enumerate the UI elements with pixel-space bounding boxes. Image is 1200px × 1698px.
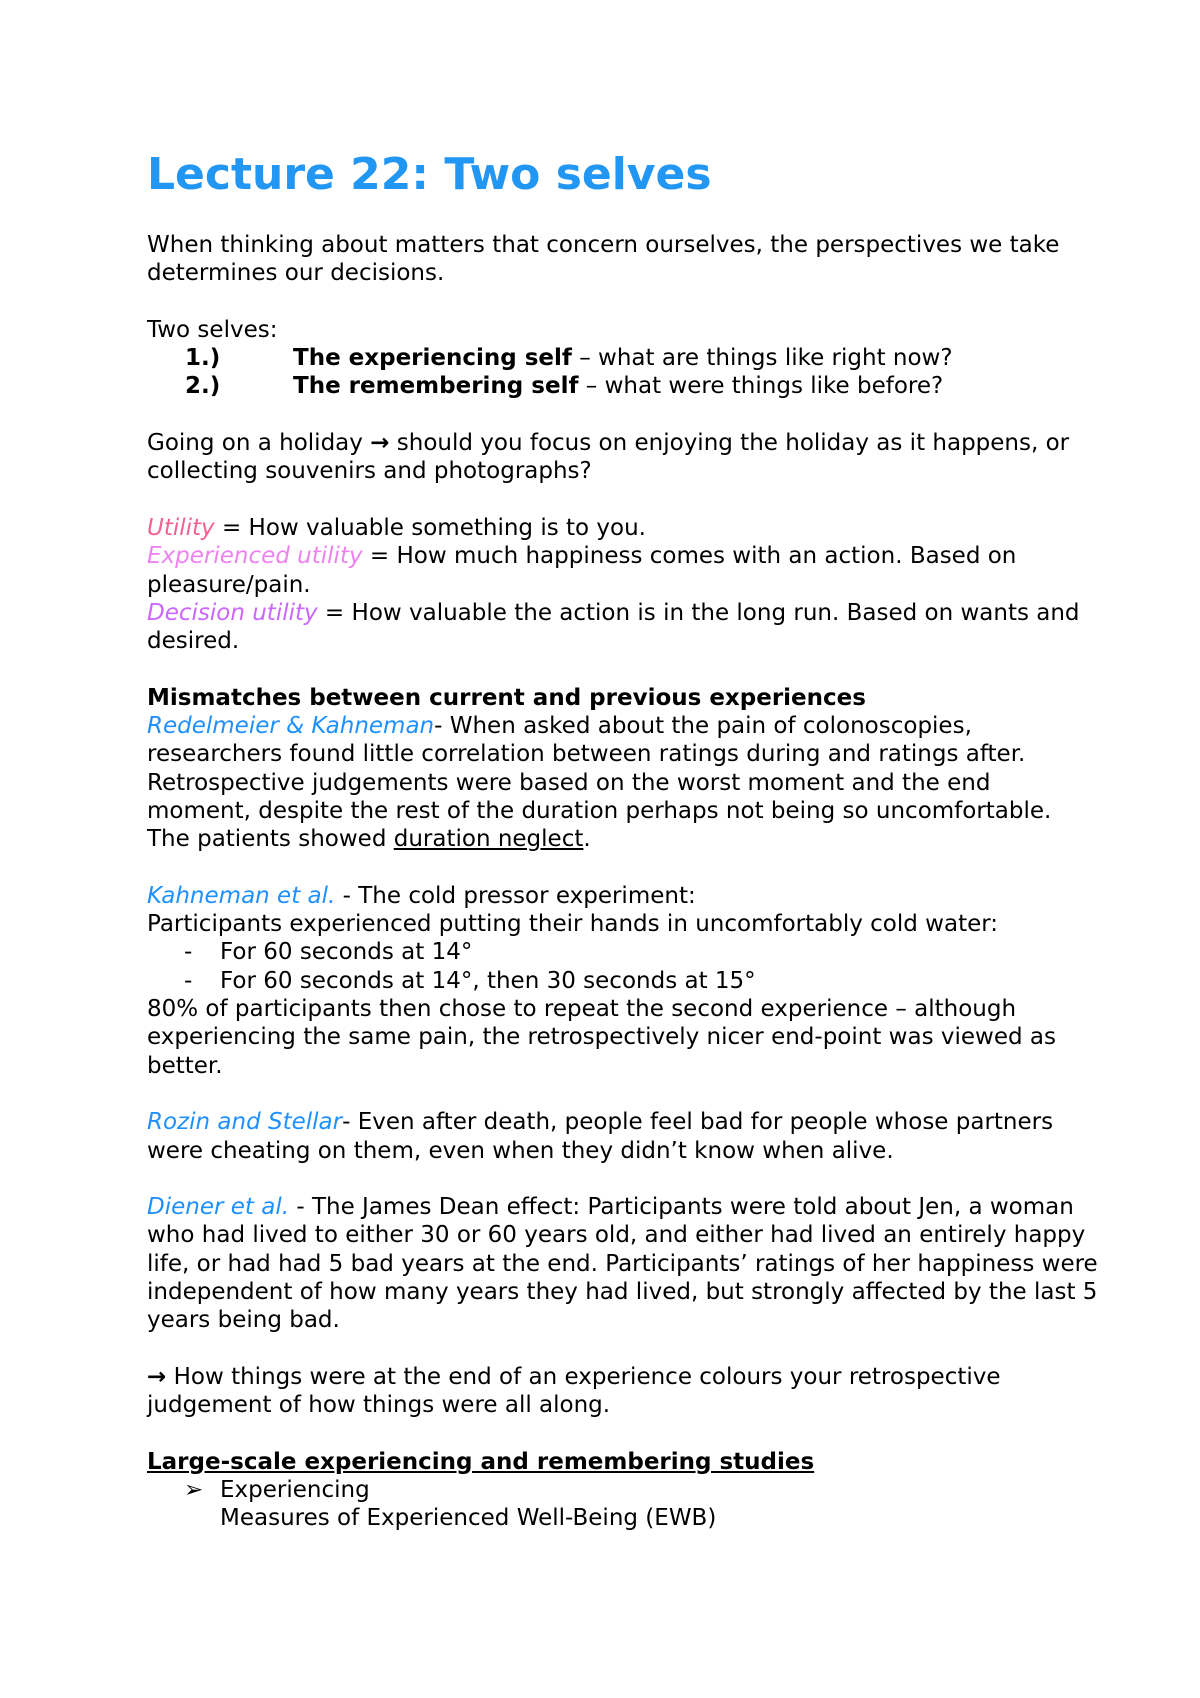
diener-paragraph: Diener et al. - The James Dean effect: Participants were told about Jen, a woman who had lived to either 30 or 60 years old, and either had lived an entirely happy life, or had had 5 bad years at the end. Participants’ ratings of her happiness were independent of how many years they had lived, but strongly affected by the last 5 years being bad. xyxy=(147,1194,1098,1334)
conclusion-paragraph: → How things were at the end of an experience colours your retrospective judgement of how things were all along. xyxy=(147,1363,1001,1419)
citation: Diener et al. xyxy=(147,1194,290,1221)
section-heading-mismatches: Mismatches between current and previous experiences xyxy=(147,684,866,711)
arrow-right-icon: → xyxy=(370,430,390,457)
page-title: Lecture 22: Two selves xyxy=(147,149,712,200)
arrowhead-bullet-icon: ➢ xyxy=(184,1477,204,1504)
definition-term: Experienced utility xyxy=(147,543,363,570)
citation: Kahneman et al. xyxy=(147,882,336,909)
definition-term: Decision utility xyxy=(147,599,318,626)
ewb-line: Measures of Experienced Well-Being (EWB) xyxy=(220,1505,717,1532)
list-item: - For 60 seconds at 14°, then 30 seconds at 15° xyxy=(147,967,1100,995)
list-item-text: – what are things like right now? xyxy=(571,345,953,372)
duration-neglect-term: duration neglect xyxy=(393,826,584,853)
intro-paragraph: When thinking about matters that concern ourselves, the perspectives we take determines our decisions. xyxy=(147,232,1060,287)
remembering-self-term: The remembering self xyxy=(293,373,579,400)
definition-decision-utility: Decision utility = How valuable the action is in the long run. Based on wants and desired. xyxy=(147,599,1080,655)
list-item: - For 60 seconds at 14° xyxy=(147,938,1100,966)
definition-term: Utility xyxy=(147,514,215,541)
cold-pressor-result: 80% of participants then chose to repeat the second experience – although experiencing the same pain, the retrospectively nicer end-point was viewed as better. xyxy=(147,996,1056,1079)
list-item xyxy=(147,344,1100,372)
citation: Redelmeier & Kahneman xyxy=(147,713,435,740)
list-item: ➢ Experiencing xyxy=(147,1476,1100,1504)
dash-bullet: - xyxy=(184,939,193,966)
citation: Rozin and Stellar xyxy=(147,1109,343,1136)
list-number: 2.) xyxy=(185,373,221,400)
list-number: 1.) xyxy=(185,345,221,372)
definition-experienced-utility: Experienced utility = How much happiness comes with an action. Based on pleasure/pain. xyxy=(147,543,1017,598)
cold-pressor-paragraph: Kahneman et al. - The cold pressor experiment: xyxy=(147,882,696,909)
section-heading-large-scale: Large-scale experiencing and remembering studies xyxy=(147,1448,815,1475)
arrow-right-icon: → xyxy=(147,1363,167,1390)
redelmeier-paragraph: Redelmeier & Kahneman- When asked about the pain of colonoscopies, researchers found little correlation between ratings during and ratings after. xyxy=(147,713,1026,768)
retrospective-paragraph: Retrospective judgements were based on the worst moment and the end moment, despite the rest of the duration perhaps not being so uncomfortable. The patients showed duration neglect. xyxy=(147,769,1052,853)
two-selves-heading: Two selves: xyxy=(147,316,278,343)
definition-utility: Utility = How valuable something is to you. xyxy=(147,514,646,541)
dash-bullet: - xyxy=(184,967,193,994)
list-item-text: – what were things like before? xyxy=(578,373,944,400)
cold-pressor-description: Participants experienced putting their hands in uncomfortably cold water: xyxy=(147,911,999,938)
list-item xyxy=(147,372,1100,400)
experiencing-self-term: The experiencing self xyxy=(293,345,572,372)
rozin-paragraph: Rozin and Stellar- Even after death, people feel bad for people whose partners were cheating on them, even when they didn’t know when alive. xyxy=(147,1109,1054,1164)
holiday-paragraph: Going on a holiday → should you focus on enjoying the holiday as it happens, or collecting souvenirs and photographs? xyxy=(147,430,1070,485)
